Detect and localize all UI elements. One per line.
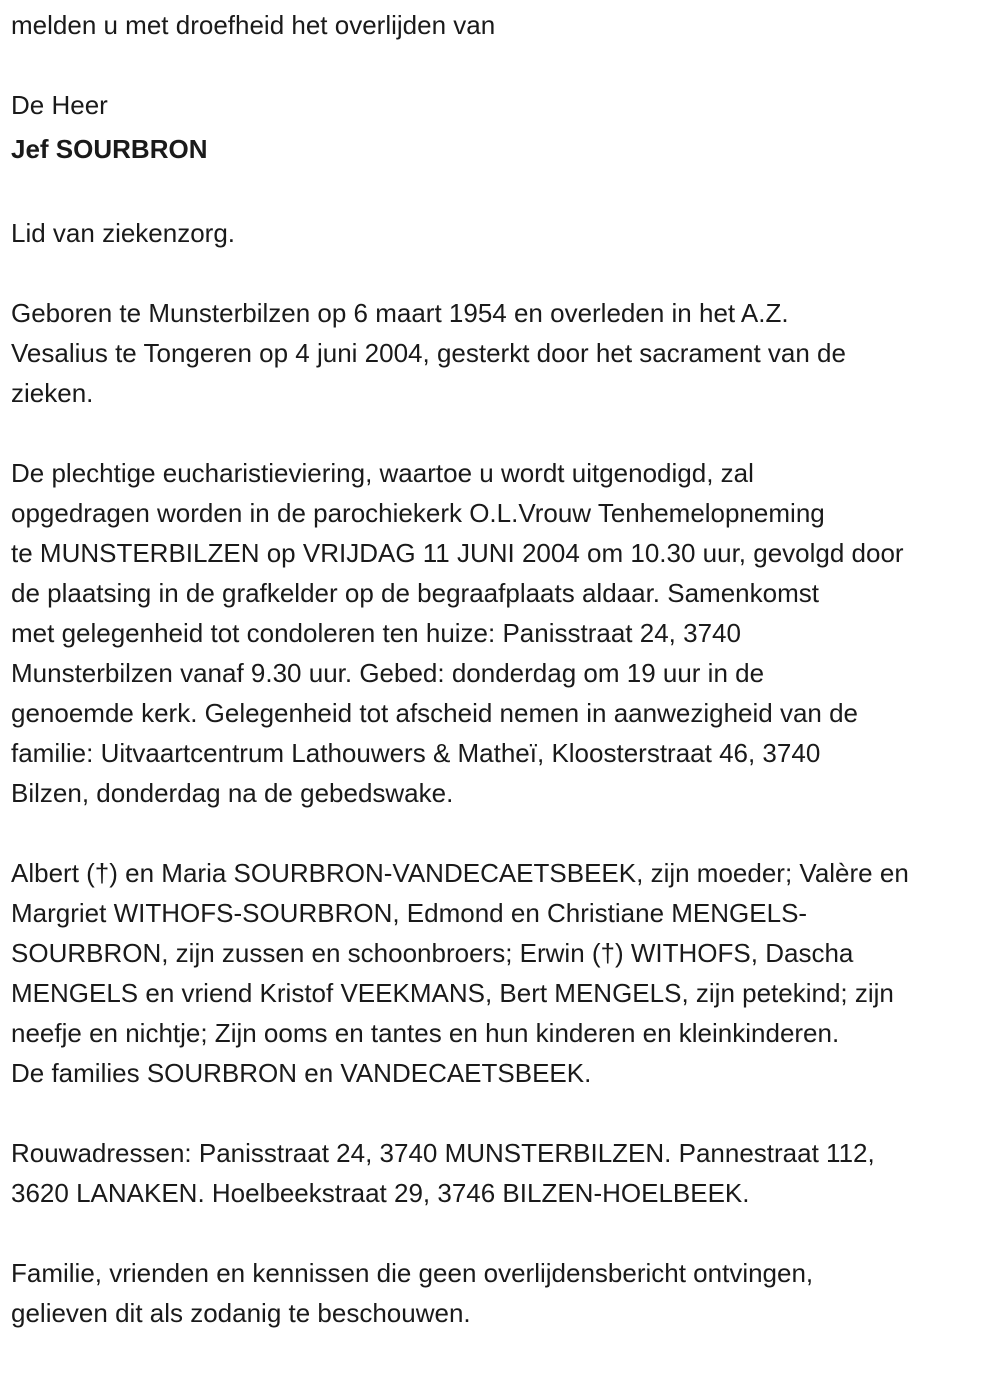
family-paragraph	[11, 853, 1000, 1093]
intro-text: melden u met droefheid het overlijden van	[11, 10, 496, 40]
death-notice	[11, 5, 1000, 1373]
text-line: neefje en nichtje; Zijn ooms en tantes en hun kinderen en kleinkinderen.	[11, 1018, 840, 1048]
text-line: opgedragen worden in de parochiekerk O.L.Vrouw Tenhemelopneming	[11, 498, 825, 528]
text-line: de plaatsing in de grafkelder op de begraafplaats aldaar. Samenkomst	[11, 578, 819, 608]
addresses-paragraph	[11, 1133, 1000, 1213]
text-line: met gelegenheid tot condoleren ten huize: Panisstraat 24, 3740	[11, 618, 741, 648]
text-line: gelieven dit als zodanig te beschouwen.	[11, 1298, 471, 1328]
text-line: Albert (†) en Maria SOURBRON-VANDECAETSBEEK, zijn moeder; Valère en	[11, 858, 909, 888]
deceased-name: Jef SOURBRON	[11, 134, 208, 164]
text-line: familie: Uitvaartcentrum Lathouwers & Matheï, Kloosterstraat 46, 3740	[11, 738, 821, 768]
closing-paragraph	[11, 1253, 1000, 1333]
text-line: MENGELS en vriend Kristof VEEKMANS, Bert MENGELS, zijn petekind; zijn	[11, 978, 894, 1008]
funeral-details-paragraph	[11, 453, 1000, 813]
text-line: genoemde kerk. Gelegenheid tot afscheid nemen in aanwezigheid van de	[11, 698, 859, 728]
text-line: Munsterbilzen vanaf 9.30 uur. Gebed: donderdag om 19 uur in de	[11, 658, 765, 688]
notice-body	[11, 213, 1000, 1333]
text-line: Rouwadressen: Panisstraat 24, 3740 MUNSTERBILZEN. Pannestraat 112,	[11, 1138, 875, 1168]
text-line: De plechtige eucharistieviering, waartoe u wordt uitgenodigd, zal	[11, 458, 754, 488]
text-line: SOURBRON, zijn zussen en schoonbroers; Erwin (†) WITHOFS, Dascha	[11, 938, 854, 968]
text-line: Bilzen, donderdag na de gebedswake.	[11, 778, 454, 808]
text-line: Margriet WITHOFS-SOURBRON, Edmond en Christiane MENGELS-	[11, 898, 808, 928]
intro-paragraph	[11, 5, 1000, 45]
text-line: te MUNSTERBILZEN op VRIJDAG 11 JUNI 2004 om 10.30 uur, gevolgd door	[11, 538, 904, 568]
text-line: Geboren te Munsterbilzen op 6 maart 1954 en overleden in het A.Z.	[11, 298, 789, 328]
text-line: 3620 LANAKEN. Hoelbeekstraat 29, 3746 BILZEN-HOELBEEK.	[11, 1178, 750, 1208]
text-line: Lid van ziekenzorg.	[11, 218, 236, 248]
membership-paragraph	[11, 213, 1000, 253]
birth-death-paragraph	[11, 293, 1000, 413]
deceased-title: De Heer	[11, 90, 108, 120]
text-line: Familie, vrienden en kennissen die geen overlijdensbericht ontvingen,	[11, 1258, 814, 1288]
text-line: Vesalius te Tongeren op 4 juni 2004, gesterkt door het sacrament van de	[11, 338, 846, 368]
text-line: zieken.	[11, 378, 94, 408]
text-line: De families SOURBRON en VANDECAETSBEEK.	[11, 1058, 592, 1088]
